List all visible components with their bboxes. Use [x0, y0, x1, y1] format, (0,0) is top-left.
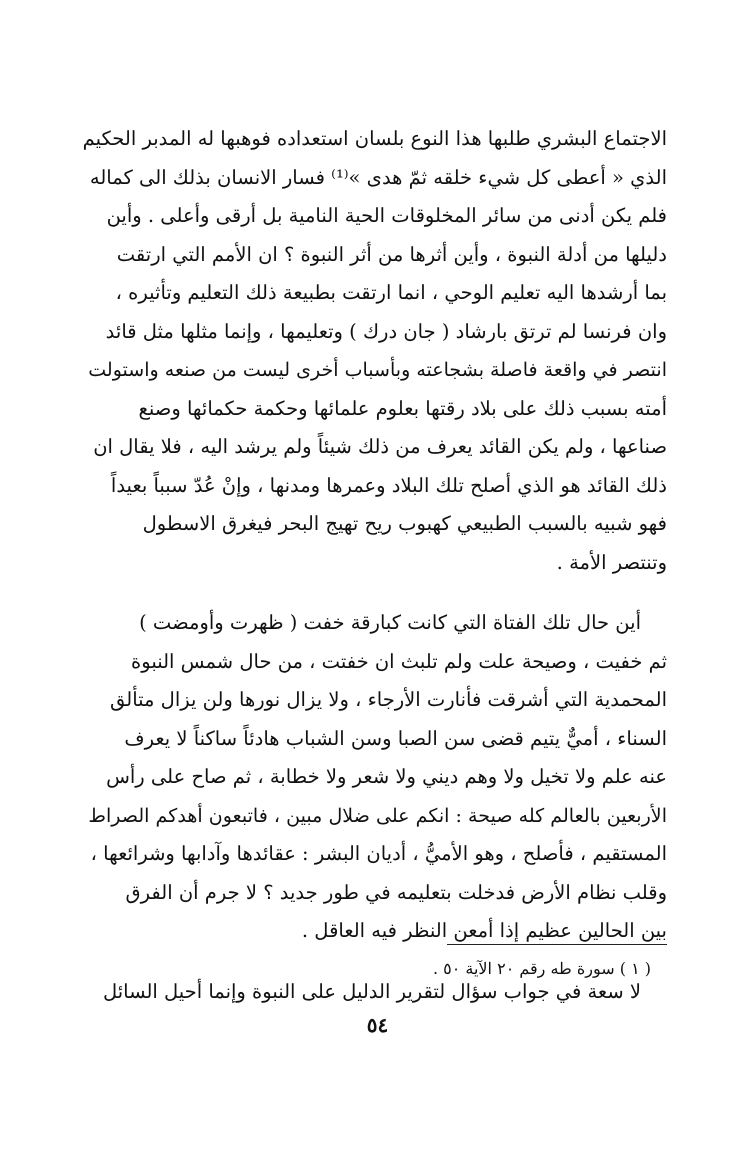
text-line: فلم يكن أدنى من سائر المخلوقات الحية النامية بل أرقى وأعلى . وأين — [106, 204, 667, 227]
text-line: بين الحالين عظيم إذا أمعن النظر فيه العاقل . — [301, 919, 667, 942]
text-line: انتصر في واقعة فاصلة بشجاعته وبأسباب أخرى ليست من صنعه واستولت — [88, 359, 667, 381]
paragraph-gap — [82, 582, 667, 604]
page-number: ٥٤ — [366, 1013, 389, 1037]
text-line: وقلب نظام الأرض فدخلت بتعليمه في طور جديد ؟ لا جرم أن الفرق — [125, 880, 667, 904]
text-line: المحمدية التي أشرقت فأنارت الأرجاء ، ولا يزال نورها ولن يزال متألق — [110, 688, 667, 711]
text-line: عنه علم ولا تخيل ولا وهم ديني ولا شعر ولا خطابة ، ثم صاح على رأس — [106, 765, 667, 788]
footnote: ( ١ ) سورة طه رقم ٢٠ الآية ٥٠ . — [432, 959, 651, 978]
text-line: أمته بسبب ذلك على بلاد رقتها بعلوم علمائها وحكمة حكمائها وصنع — [138, 396, 667, 420]
paragraph-2 — [82, 604, 667, 951]
text-line: الأربعين بالعالم كله صيحة : انكم على ضلال مبين ، فاتبعون أهدكم الصراط — [88, 803, 667, 827]
text-line: وتنتصر الأمة . — [556, 550, 667, 574]
text-line: الذي « أعطى كل شيء خلقه ثمّ هدى »⁽¹⁾ فسار الانسان بذلك الى كماله — [89, 165, 667, 189]
text-line: ذلك القائد هو الذي أصلح تلك البلاد وعمرها ومدنها ، وإنْ عُدّ سبباً بعيداً — [110, 473, 667, 497]
text-line: أين حال تلك الفتاة التي كانت كبارقة خفت ( ظهرت وأومضت ) — [139, 611, 641, 634]
text-line: ثم خفيت ، وصيحة علت ولم تلبث ان خفتت ، من حال شمس النبوة — [131, 649, 667, 673]
text-line: الاجتماع البشري طلبها هذا النوع بلسان استعداده فوهبها له المدبر الحكيم — [82, 127, 667, 150]
text-line: صناعها ، ولم يكن القائد يعرف من ذلك شيئاً ولم يرشد اليه ، فلا يقال ان — [93, 435, 667, 458]
paragraph-1 — [82, 120, 667, 582]
footnote-divider — [447, 944, 667, 945]
text-line: السناء ، أميٌّ يتيم قضى سن الصبا وسن الشباب هادئاً ساكناً لا يعرف — [124, 726, 667, 750]
text-line: فهو شبيه بالسبب الطبيعي كهبوب ريح تهيج البحر فيغرق الاسطول — [142, 512, 667, 535]
text-line: دليلها من أدلة النبوة ، وأين أثرها من أثر النبوة ؟ ان الأمم التي ارتقت — [116, 242, 667, 266]
text-line: بما أرشدها اليه تعليم الوحي ، انما ارتقت بطبيعة ذلك التعليم وتأثيره ، — [115, 281, 667, 304]
text-line: المستقيم ، فأصلح ، وهو الأميُّ ، أديان البشر : عقائدها وآدابها وشرائعها ، — [90, 842, 667, 865]
text-line: وان فرنسا لم ترتق بارشاد ( جان درك ) وتعليمها ، وإنما مثلها مثل قائد — [105, 319, 667, 343]
text-line: لا سعة في جواب سؤال لتقرير الدليل على النبوة وإنما أحيل السائل — [102, 979, 641, 1003]
